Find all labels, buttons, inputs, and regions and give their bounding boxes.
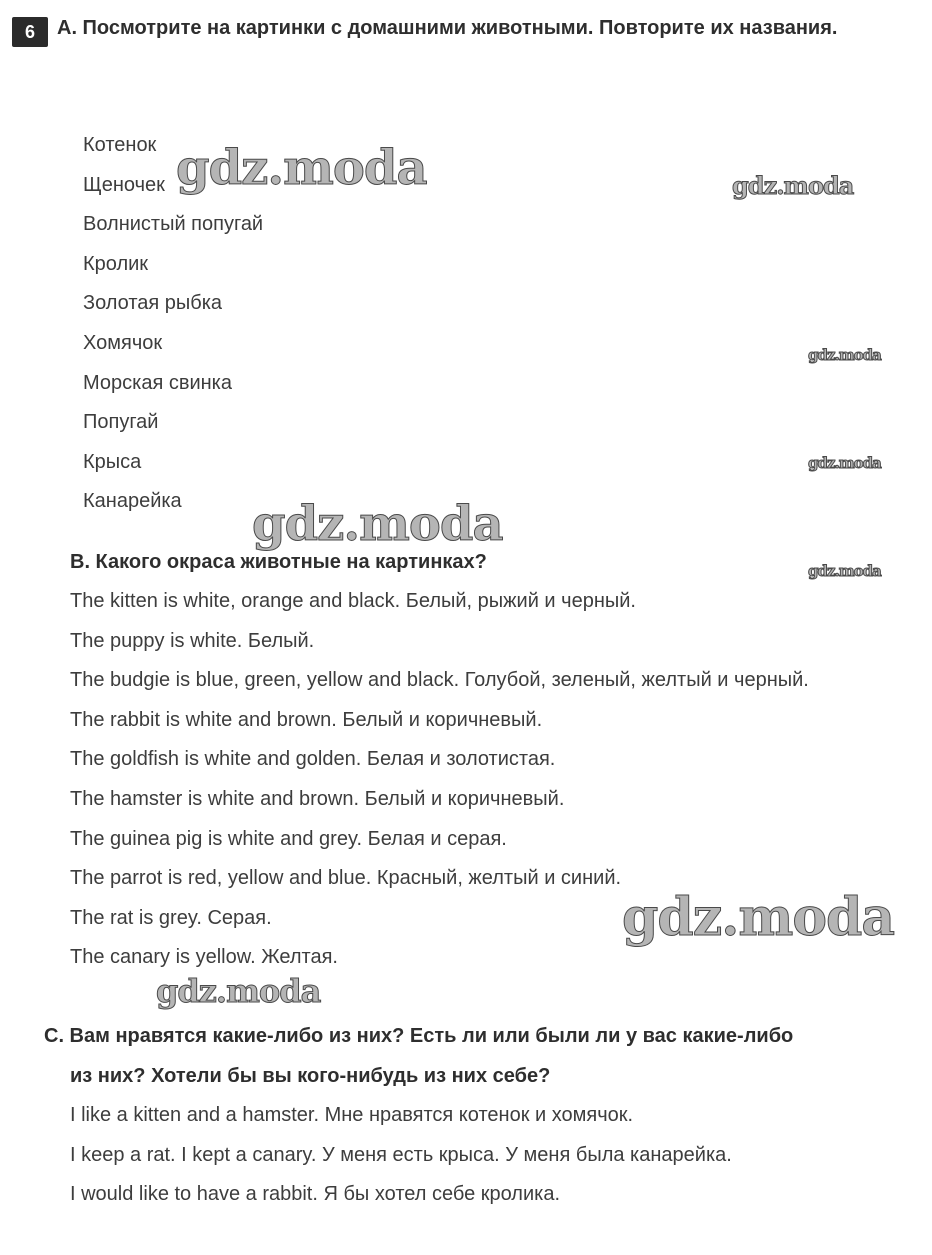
watermark: gdz.moda [176,140,427,196]
list-item: Волнистый попугай [83,213,264,236]
answer-line: The goldfish is white and golden. Белая и золотистая. [70,748,556,771]
list-item: Хомячок [83,331,163,354]
answer-line: I like a kitten and a hamster. Мне нравятся котенок и хомячок. [70,1104,634,1126]
answer-line: The hamster is white and brown. Белый и коричневый. [70,787,565,810]
section-c-heading [44,1016,793,1096]
list-item: Щеночек [83,173,165,196]
list-item: Золотая рыбка [83,292,223,315]
list-item: Крыса [83,450,142,473]
watermark: gdz.moda [808,454,881,472]
section-b-heading: B. Какого окраса животные на картинках? [70,551,487,573]
answer-line: The rabbit is white and brown. Белый и коричневый. [70,708,543,731]
watermark: gdz.moda [252,496,503,552]
answer-line: The budgie is blue, green, yellow and black. Голубой, зеленый, желтый и черный. [70,669,809,692]
list-item: Морская свинка [83,371,232,394]
section-c-heading-line1: C. Вам нравятся какие-либо из них? Есть ли или были ли у вас какие-либо [44,1025,794,1047]
answer-line: I keep a rat. I kept a canary. У меня есть крыса. У меня была канарейка. [70,1143,732,1166]
answer-line: The rat is grey. Серая. [70,906,272,929]
task-number-badge: 6 [12,17,48,47]
answer-line: The parrot is red, yellow and blue. Красный, желтый и синий. [70,867,622,890]
watermark: gdz.moda [156,972,321,1010]
section-c-answers [70,1096,732,1215]
list-item: Котенок [83,134,157,156]
watermark: gdz.moda [622,887,895,948]
answer-line: The guinea pig is white and grey. Белая и серая. [70,827,507,850]
watermark: gdz.moda [808,562,881,580]
section-a-instruction: A. Посмотрите на картинки с домашними животными. Повторите их названия. [57,17,838,39]
answer-line: The canary is yellow. Желтая. [70,946,338,969]
watermark: gdz.moda [732,171,854,200]
list-item: Канарейка [83,490,182,513]
answer-line: The kitten is white, orange and black. Белый, рыжий и черный. [70,590,636,612]
section-c-heading-line2: из них? Хотели бы вы кого-нибудь из них себе? [70,1065,551,1087]
watermark: gdz.moda [808,346,881,364]
list-item: Кролик [83,252,149,275]
list-item: Попугай [83,411,159,434]
answer-line: The puppy is white. Белый. [70,629,315,652]
answer-line: I would like to have a rabbit. Я бы хотел себе кролика. [70,1183,561,1206]
